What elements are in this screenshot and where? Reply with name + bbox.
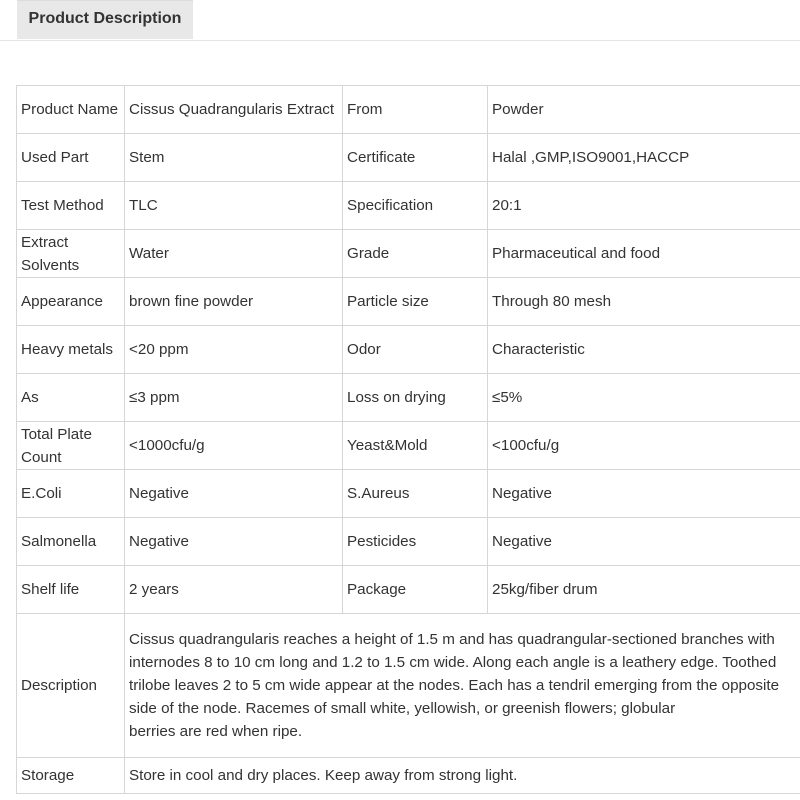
attr-label-cell: Odor — [343, 326, 488, 374]
attr-label-cell: Salmonella — [17, 518, 125, 566]
description-text — [125, 614, 800, 758]
spec-table-body — [17, 86, 800, 794]
description-text-tail: berries are red when ripe. — [129, 723, 303, 740]
table-row — [17, 134, 800, 182]
attr-label-cell: Shelf life — [17, 566, 125, 614]
storage-label: Storage — [17, 758, 125, 794]
tab-bar — [0, 0, 800, 41]
attr-value-cell: Powder — [488, 86, 800, 134]
attr-value-cell: Halal ,GMP,ISO9001,HACCP — [488, 134, 800, 182]
attr-value-cell: ≤3 ppm — [125, 374, 343, 422]
attr-value-cell: ≤5% — [488, 374, 800, 422]
table-row — [17, 374, 800, 422]
attr-value-cell: <1000cfu/g — [125, 422, 343, 470]
attr-label-cell: Yeast&Mold — [343, 422, 488, 470]
attr-value-cell: Negative — [488, 518, 800, 566]
attr-label-cell: E.Coli — [17, 470, 125, 518]
table-row — [17, 230, 800, 278]
attr-label-cell: Used Part — [17, 134, 125, 182]
attr-value-cell: 2 years — [125, 566, 343, 614]
attr-value-cell: brown fine powder — [125, 278, 343, 326]
attr-label-cell: From — [343, 86, 488, 134]
table-row — [17, 182, 800, 230]
table-row — [17, 278, 800, 326]
attr-value-cell: Negative — [125, 518, 343, 566]
attr-label-cell: Pesticides — [343, 518, 488, 566]
table-row — [17, 326, 800, 374]
attr-value-cell: 25kg/fiber drum — [488, 566, 800, 614]
attr-value-cell: Cissus Quadrangularis Extract — [125, 86, 343, 134]
attr-value-cell: Negative — [488, 470, 800, 518]
product-spec-table — [16, 85, 800, 794]
table-row — [17, 566, 800, 614]
attr-value-cell: Water — [125, 230, 343, 278]
attr-label-cell: Particle size — [343, 278, 488, 326]
attr-label-cell: Product Name — [17, 86, 125, 134]
attr-value-cell: Stem — [125, 134, 343, 182]
attr-label-cell: Certificate — [343, 134, 488, 182]
attr-value-cell: TLC — [125, 182, 343, 230]
attr-label-cell: Grade — [343, 230, 488, 278]
attr-value-cell: Negative — [125, 470, 343, 518]
attr-value-cell: <20 ppm — [125, 326, 343, 374]
table-row-storage — [17, 758, 800, 794]
attr-label-cell: Heavy metals — [17, 326, 125, 374]
table-row — [17, 518, 800, 566]
attr-label-cell: Specification — [343, 182, 488, 230]
table-row — [17, 86, 800, 134]
attr-value-cell: <100cfu/g — [488, 422, 800, 470]
attr-label-cell: S.Aureus — [343, 470, 488, 518]
tab-product-description[interactable]: Product Description — [17, 0, 193, 39]
table-row — [17, 470, 800, 518]
table-row — [17, 422, 800, 470]
description-text-main: Cissus quadrangularis reaches a height of 1.5 m and has quadrangular-sectioned branches with internodes 8 to 10 cm long and 1.2 to 1.5 cm wide. Along each angle is a leathery edge. Toothed trilobe leaves 2 to 5 cm wide appear at the nodes. Each has a tendril emerging from the opposite side of the node. Racemes of small white, yellowish, or greenish flowers; globular — [129, 631, 780, 717]
storage-text: Store in cool and dry places. Keep away from strong light. — [125, 758, 800, 794]
attr-value-cell: Through 80 mesh — [488, 278, 800, 326]
table-row-description — [17, 614, 800, 758]
attr-value-cell: Pharmaceutical and food — [488, 230, 800, 278]
attr-label-cell: Loss on drying — [343, 374, 488, 422]
attr-label-cell: Extract Solvents — [17, 230, 125, 278]
description-label: Description — [17, 614, 125, 758]
attr-label-cell: Total Plate Count — [17, 422, 125, 470]
attr-label-cell: Package — [343, 566, 488, 614]
attr-value-cell: 20:1 — [488, 182, 800, 230]
attr-label-cell: Test Method — [17, 182, 125, 230]
attr-label-cell: Appearance — [17, 278, 125, 326]
attr-value-cell: Characteristic — [488, 326, 800, 374]
attr-label-cell: As — [17, 374, 125, 422]
